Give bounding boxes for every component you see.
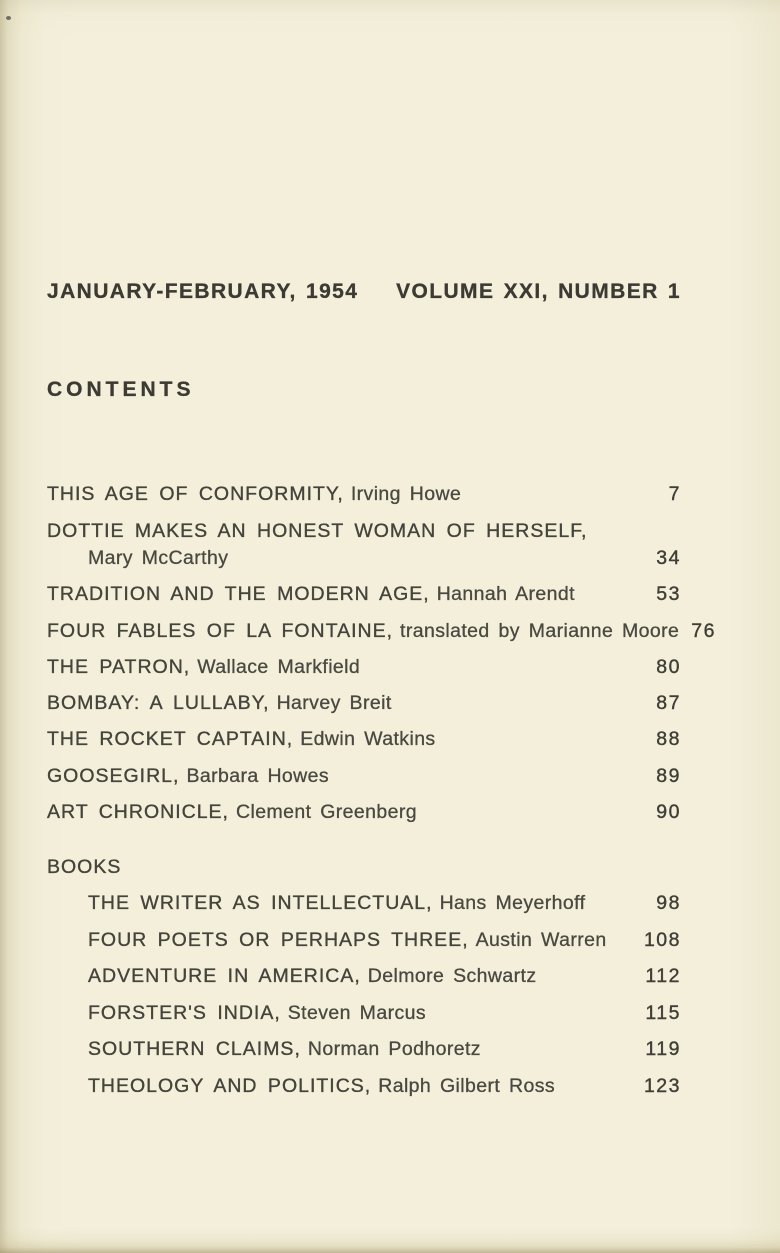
issue-date: JANUARY-FEBRUARY, 1954 [47, 280, 359, 303]
toc-entry-title: ADVENTURE IN AMERICA, [88, 965, 361, 987]
toc-entry-text [47, 485, 461, 505]
toc-entry-title: ART CHRONICLE, [47, 801, 229, 823]
toc-entry-page: 76 [691, 620, 716, 642]
toc-entry-page: 115 [645, 1002, 681, 1024]
toc-entry-page: 34 [656, 547, 681, 569]
toc-entry-text [88, 894, 585, 914]
toc-entry-page: 119 [645, 1038, 681, 1060]
toc-entry-text [47, 694, 392, 714]
toc-entry-title: FOUR FABLES OF LA FONTAINE, [47, 620, 394, 642]
toc-entry-page: 98 [656, 892, 681, 914]
toc-entry-text [88, 1040, 481, 1060]
toc-entry-text [47, 585, 575, 605]
toc-entry-page: 87 [656, 692, 681, 714]
toc-entry-text [88, 1004, 426, 1024]
toc-entry [47, 485, 681, 505]
toc-entry-text [88, 1077, 555, 1097]
toc-entry-text [47, 622, 679, 642]
toc-entry-title: BOMBAY: A LULLABY, [47, 692, 270, 714]
toc-entry-page: 89 [656, 765, 681, 787]
toc-entry-title: GOOSEGIRL, [47, 765, 180, 787]
paper-speck-artifact [6, 16, 11, 20]
toc-entry-author: Harvey Breit [276, 692, 392, 714]
toc-entry-author: Ralph Gilbert Ross [378, 1075, 556, 1097]
toc-entry-title: THE WRITER AS INTELLECTUAL, [88, 892, 433, 914]
toc-entry [47, 522, 681, 542]
toc-entry-text [47, 730, 436, 750]
toc-entry-page: 53 [656, 583, 681, 605]
toc-entry-author: translated by Marianne Moore [400, 620, 680, 642]
toc-entry-author: Steven Marcus [287, 1002, 427, 1024]
toc-entry-author: Irving Howe [350, 483, 462, 505]
book-review-entry [47, 1004, 681, 1024]
book-review-entry [47, 894, 681, 914]
book-review-entry [47, 967, 681, 987]
toc-entry-title: TRADITION AND THE MODERN AGE, [47, 583, 430, 605]
book-review-entry [47, 1040, 681, 1060]
toc-entry [47, 694, 681, 714]
toc-entry-author: Clement Greenberg [235, 801, 418, 823]
toc-entry-author: Edwin Watkins [300, 728, 436, 750]
toc-entry-title: FORSTER'S INDIA, [88, 1002, 281, 1024]
toc-entry [47, 767, 681, 787]
toc-entry-text [47, 658, 360, 678]
issue-header [47, 281, 681, 302]
toc-entry-continuation [47, 549, 681, 569]
toc-entry [47, 730, 681, 750]
toc-entry-title: THE ROCKET CAPTAIN, [47, 728, 294, 750]
toc-entry-author: Hannah Arendt [436, 583, 575, 605]
toc-entry-author: Wallace Markfield [197, 656, 361, 678]
toc-entry-title: THIS AGE OF CONFORMITY, [47, 483, 344, 505]
toc-entry-author: Norman Podhoretz [307, 1038, 481, 1060]
toc-entry-page: 88 [656, 728, 681, 750]
toc-entry-page: 123 [643, 1075, 681, 1097]
toc-entry-author: Mary McCarthy [88, 547, 229, 569]
toc-entry-page: 108 [643, 929, 681, 951]
toc-entry-title: FOUR POETS OR PERHAPS THREE, [88, 929, 469, 951]
toc-entry-page: 112 [645, 965, 681, 987]
toc-entry-author: Austin Warren [475, 929, 607, 951]
toc-entry [47, 658, 681, 678]
toc-entry-title: THE PATRON, [47, 656, 191, 678]
toc-entry-author: Delmore Schwartz [367, 965, 537, 987]
toc-entry-page: 7 [668, 483, 681, 505]
volume-number: VOLUME XXI, NUMBER 1 [396, 280, 681, 303]
toc-entry-page: 80 [656, 656, 681, 678]
toc-entry-text [88, 967, 537, 987]
toc-entry-title: THEOLOGY AND POLITICS, [88, 1075, 372, 1097]
toc-entry-title: SOUTHERN CLAIMS, [88, 1038, 301, 1060]
toc-entry-page: 90 [656, 801, 681, 823]
toc-entry [47, 585, 681, 605]
toc-entry-text [47, 767, 329, 787]
toc-entry-author: Barbara Howes [186, 765, 330, 787]
book-review-entry [47, 1077, 681, 1097]
toc-entry-title: DOTTIE MAKES AN HONEST WOMAN OF HERSELF, [47, 520, 588, 542]
toc-entry-text [47, 803, 417, 823]
toc-entry [47, 803, 681, 823]
books-section-heading: BOOKS [47, 856, 122, 878]
toc-entry [47, 620, 716, 642]
contents-heading: CONTENTS [47, 378, 195, 401]
toc-entry-text [88, 931, 607, 951]
toc-entry-author: Hans Meyerhoff [439, 892, 586, 914]
book-review-entry [47, 931, 681, 951]
